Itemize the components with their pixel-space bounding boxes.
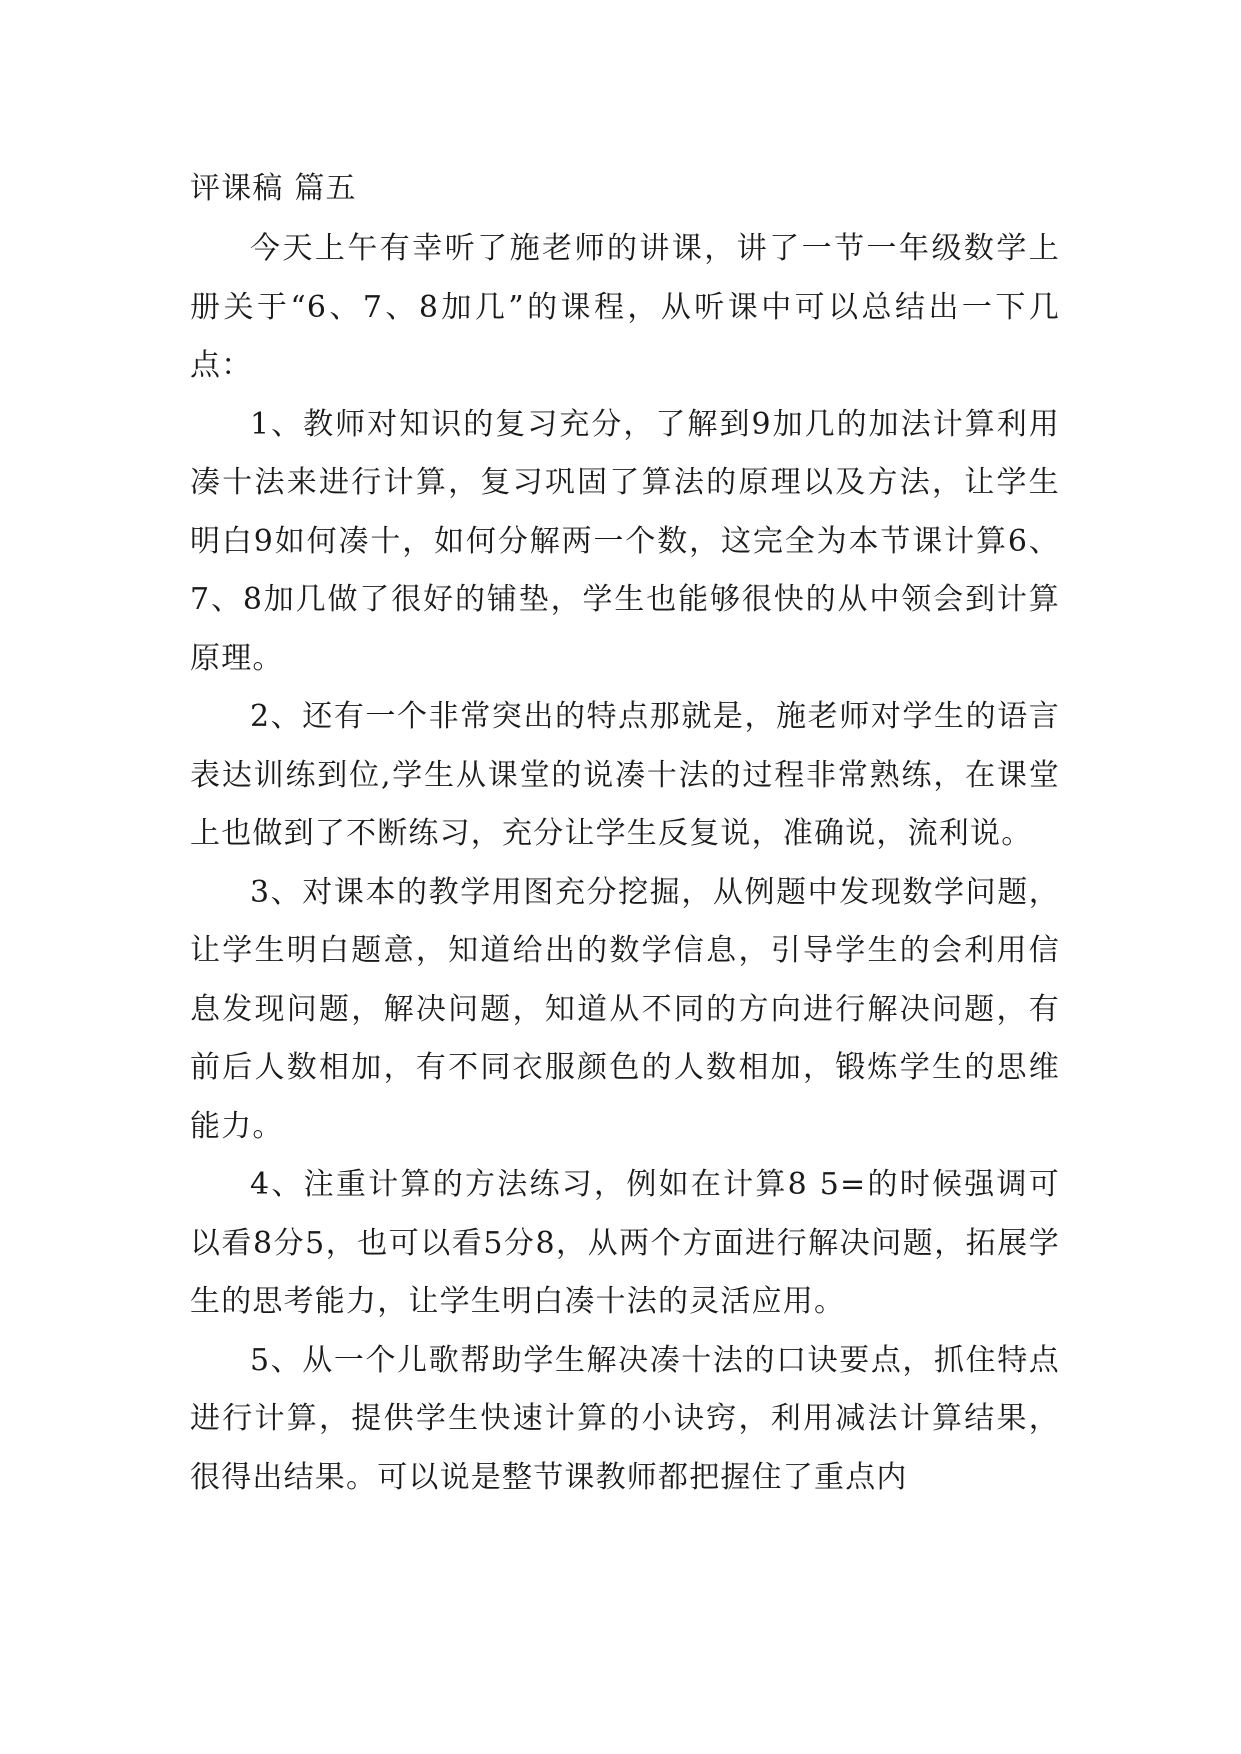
document-title: 评课稿 篇五 xyxy=(190,171,357,206)
paragraph-point-1: 1、教师对知识的复习充分，了解到9加几的加法计算利用凑十法来进行计算，复习巩固了算法的原理以及方法，让学生明白9如何凑十，如何分解两一个数，这完全为本节课计算6、7、8加几做了很好的铺垫，学生也能够很快的从中领会到计算原理。 xyxy=(190,406,1060,676)
paragraph-intro: 今天上午有幸听了施老师的讲课，讲了一节一年级数学上册关于“6、7、8加几”的课程，从听课中可以总结出一下几点： xyxy=(190,231,1060,383)
paragraph-point-3: 3、对课本的教学用图充分挖掘，从例题中发现数学问题，让学生明白题意，知道给出的数学信息，引导学生的会利用信息发现问题，解决问题，知道从不同的方向进行解决问题，有前后人数相加，有不同衣服颜色的人数相加，锻炼学生的思维能力。 xyxy=(190,874,1060,1144)
paragraph-point-2: 2、还有一个非常突出的特点那就是，施老师对学生的语言表达训练到位,学生从课堂的说凑十法的过程非常熟练，在课堂上也做到了不断练习，充分让学生反复说，准确说，流利说。 xyxy=(190,699,1060,851)
paragraph-point-4: 4、注重计算的方法练习，例如在计算8 5=的时候强调可以看8分5，也可以看5分8，从两个方面进行解决问题，拓展学生的思考能力，让学生明白凑十法的灵活应用。 xyxy=(190,1167,1060,1319)
paragraph-point-5: 5、从一个儿歌帮助学生解决凑十法的口诀要点，抓住特点进行计算，提供学生快速计算的小诀窍，利用减法计算结果，很得出结果。可以说是整节课教师都把握住了重点内 xyxy=(190,1342,1060,1495)
document-body xyxy=(190,160,1060,1507)
